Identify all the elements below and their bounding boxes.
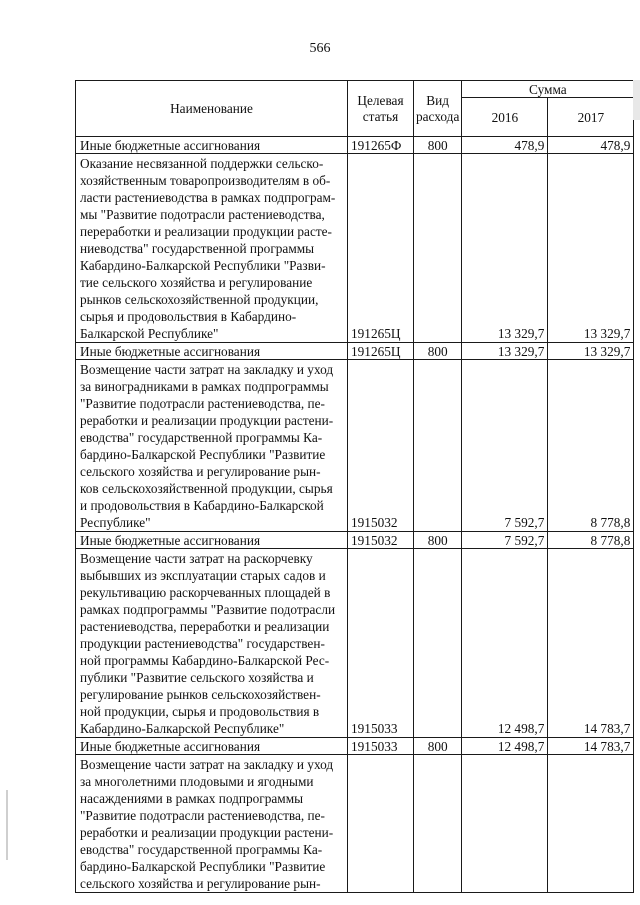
row-sum-2016: 7 592,7 [462, 360, 548, 532]
row-sum-2016: 13 329,7 [462, 343, 548, 360]
row-sum-2016: 12 498,7 [462, 549, 548, 738]
row-vid: 800 [414, 738, 462, 755]
header-code: Целевая статья [348, 81, 414, 137]
header-row [76, 81, 634, 98]
table-row [76, 738, 634, 755]
row-sum-2017: 8 778,8 [548, 532, 634, 549]
row-sum-2017: 14 783,7 [548, 738, 634, 755]
table-row [76, 360, 634, 532]
table-row [76, 343, 634, 360]
row-sum-2016: 13 329,7 [462, 154, 548, 343]
row-name: Возмещение части затрат на раскорчевку выбывших из эксплуатации старых садов и рекультивацию раскорчеванных площадей в рамках подпрограммы "Развитие подотрасли растениеводства, переработки и реализации продукции растениеводства" государствен- ной программы Кабардино-Балкарской Рес- публики "Развитие сельского хозяйства и регулирование рынков сельскохозяйствен- ной продукции, сырья и продовольствия в Кабардино-Балкарской Республике" [76, 549, 348, 738]
row-sum-2016 [462, 755, 548, 893]
row-vid [414, 154, 462, 343]
row-code [348, 755, 414, 893]
row-name: Возмещение части затрат на закладку и уход за многолетними плодовыми и ягодными насаждениями в рамках подпрограммы "Развитие подотрасли растениеводства, пе- реработки и реализации продукции растени- еводства" государственной программы Ка- бардино-Балкарской Республики "Развитие сельского хозяйства и регулирование рын- [76, 755, 348, 893]
row-sum-2017: 13 329,7 [548, 343, 634, 360]
scan-edge-mark [633, 80, 640, 120]
page-number: 566 [309, 41, 331, 56]
row-code: 1915033 [348, 549, 414, 738]
budget-table [75, 80, 634, 893]
header-year-2017: 2017 [548, 98, 634, 137]
row-vid [414, 755, 462, 893]
row-sum-2017 [548, 755, 634, 893]
row-sum-2017: 478,9 [548, 137, 634, 154]
row-code: 191265Ц [348, 343, 414, 360]
table-row [76, 154, 634, 343]
row-sum-2016: 7 592,7 [462, 532, 548, 549]
row-vid: 800 [414, 343, 462, 360]
row-name: Оказание несвязанной поддержки сельско- хозяйственным товаропроизводителям в об- ласти растениеводства в рамках подпрограм- мы "Развитие подотрасли растениеводства, переработки и реализации продукции расте- ниеводства" государственной программы Кабардино-Балкарской Республики "Разви- тие сельского хозяйства и регулирование рынков сельскохозяйственной продукции, сырья и продовольствия в Кабардино- Балкарской Республике" [76, 154, 348, 343]
row-sum-2016: 12 498,7 [462, 738, 548, 755]
row-code: 191265Ц [348, 154, 414, 343]
table-row [76, 137, 634, 154]
row-sum-2017: 13 329,7 [548, 154, 634, 343]
row-name: Иные бюджетные ассигнования [76, 738, 348, 755]
row-code: 1915032 [348, 532, 414, 549]
table-row [76, 532, 634, 549]
table-row [76, 549, 634, 738]
row-sum-2016: 478,9 [462, 137, 548, 154]
header-sum: Сумма [462, 81, 634, 98]
row-sum-2017: 14 783,7 [548, 549, 634, 738]
row-sum-2017: 8 778,8 [548, 360, 634, 532]
row-name: Иные бюджетные ассигнования [76, 343, 348, 360]
row-code: 191265Ф [348, 137, 414, 154]
row-code: 1915033 [348, 738, 414, 755]
header-name: Наименование [76, 81, 348, 137]
header-vid: Вид расхода [414, 81, 462, 137]
row-code: 1915032 [348, 360, 414, 532]
row-name: Иные бюджетные ассигнования [76, 137, 348, 154]
row-vid: 800 [414, 137, 462, 154]
row-vid [414, 360, 462, 532]
header-year-2016: 2016 [462, 98, 548, 137]
row-name: Возмещение части затрат на закладку и уход за виноградниками в рамках подпрограммы "Развитие подотрасли растениеводства, пе- реработки и реализации продукции растени- еводства" государственной программы Ка- бардино-Балкарской Республики "Развитие сельского хозяйства и регулирование рын- ков сельскохозяйственной продукции, сырья и продовольствия в Кабардино-Балкарской Республике" [76, 360, 348, 532]
row-vid [414, 549, 462, 738]
table-row [76, 755, 634, 893]
scan-edge-mark [6, 790, 8, 860]
row-vid: 800 [414, 532, 462, 549]
row-name: Иные бюджетные ассигнования [76, 532, 348, 549]
